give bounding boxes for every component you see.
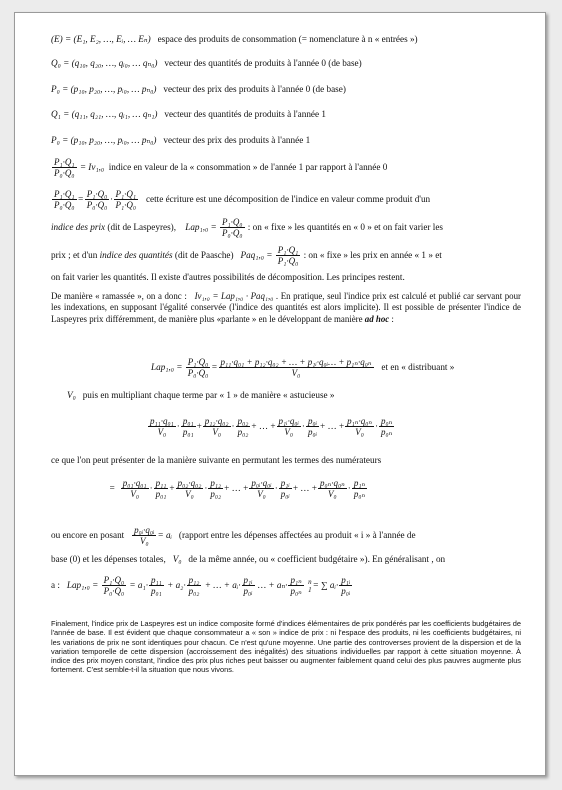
exp2-t2-den: V₀ — [185, 489, 194, 500]
perm-text: ce que l'on peut présenter de la manière suivante en permutant les termes des numérateurs — [51, 455, 382, 465]
def-q1 — [51, 108, 326, 120]
lap-dev-f1-num: P₁·Q₀ — [187, 357, 209, 368]
exp2-t3b-num: p₁ᵢ — [280, 478, 290, 489]
exp1-t1-num: p₁₁·q₀₁ — [150, 416, 174, 427]
lap-num: P₁·Q₀ — [221, 217, 243, 228]
exp2-t3b-den: p₀ᵢ — [280, 489, 290, 500]
decomposition-line: $\frac{\text{P₁·Q₁}}{\text{P₀·Q₀}}$ = $\frac{\text{P₁·Q₀}}{\text{P₀·Q₀}}$ · $\frac{\text{P₁·Q₁}}{\text{P₁·Q₀}}$ cette écriture est une décomposition de l'indice en valeur comme produit d'un — [54, 189, 431, 211]
lap-dev-f2 — [219, 357, 374, 378]
v0-symbol: V₀ — [67, 390, 76, 400]
p1-formula: P₀ = (p₁₀, p₂₀, …, pᵢ₀, … pₙ₀) — [51, 135, 157, 145]
final-a2: + a₂· — [167, 580, 186, 590]
final-fi-num: p₁ᵢ — [243, 575, 253, 586]
decomp-f1-num: P₁·Q₁ — [54, 189, 75, 200]
lap-dev-label: Lap₁,₀ = — [151, 362, 183, 372]
decomp-f3-den: P₁·Q₀ — [115, 200, 137, 211]
final-fs-den: p₀ᵢ — [341, 586, 351, 597]
para1-a: De manière « ramassée », on a donc : — [51, 291, 187, 301]
lap-fraction — [220, 217, 245, 238]
conclusion-paragraph: Finalement, l'indice prix de Laspeyres est un indice composite formé d'indices élémentaires de prix pondérés par les coefficients budgétaires de l'année de base. Il est évident que chaque consommateur a « son » indice de prix : ni l'espace des produits, ni les coefficients budgétaires, ni les variations de prix ne sont identiques pour chacun. Ce n'est qu'une moyenne. Une partie des controverses provient de la dispersion et de la variation temporelle de cette dispersion (accroissement des inégalités) des situations individuelles par rapport à cette situation moyenne. À indice des prix moyen constant, l'indice des prix plus riches peut baisser ou augmenter faiblement quand celui des plus pauvres augmente plus fortement. C'est semble-t-il la situation que nous vivons. — [51, 619, 521, 675]
exp2-t1b-den: p₀₁ — [155, 489, 167, 500]
final-fs-num: p₁ᵢ — [341, 575, 351, 586]
final-label: Lap₁,₀ = — [66, 580, 99, 590]
exp2-t4b-num: p₁ₙ — [353, 478, 366, 489]
value-index-den: P₀·Q₀ — [54, 168, 75, 179]
final-formula — [51, 570, 353, 600]
permutation-text — [51, 454, 381, 466]
posant-d: de la même année, ou « coefficient budgétaire »). En généralisant , on — [188, 554, 446, 564]
sum-bot: 1 — [308, 585, 312, 594]
decomp-f2 — [85, 189, 110, 210]
decomp-text7: on fait varier les quantités. Il existe d'autres possibilités de décomposition. Les principes restent. — [51, 272, 405, 282]
lap-label: Lap₁,₀ = — [185, 222, 217, 232]
exp1-t2-num: p₁₂·q₀₂ — [204, 416, 229, 427]
exp1-t4b-num: p₀ₙ — [381, 416, 393, 427]
exp2-t4-num: p₀ₙ·q₀ₙ — [319, 478, 345, 489]
lap-den: P₀·Q₀ — [221, 228, 243, 239]
q0-formula: Q₀ = (q₁₀, q₂₀, …, qᵢ₀, … qₙ₀) — [51, 58, 158, 68]
decomp-text5: (dit de Paasche) — [174, 250, 234, 260]
posant-b: (rapport entre les dépenses affectées au produit « i » à l'année de — [178, 530, 416, 540]
q1-desc: vecteur des quantités de produits à l'année 1 — [164, 109, 326, 119]
p1-desc: vecteur des prix des produits à l'année 1 — [163, 135, 311, 145]
final-fi-den: p₀ᵢ — [243, 586, 253, 597]
lap-dev-after: et en « distribuant » — [381, 362, 455, 372]
sum-limits — [308, 578, 312, 594]
exp1-t4b-den: p₀ₙ — [381, 427, 393, 438]
sum-top: n — [308, 577, 312, 586]
value-index-eq: = Iv₁,₀ — [79, 162, 105, 172]
summary-paragraph — [51, 291, 521, 325]
exp2-t2b-den: p₀₂ — [210, 489, 222, 500]
decomp-text4: prix ; et d'un — [51, 250, 98, 260]
exp1-t1-den: V₀ — [157, 427, 167, 438]
exp1-t4-num: p₁ₙ·q₀ₙ — [347, 416, 372, 427]
decomp-text2: (dit de Laspeyres), — [107, 222, 177, 232]
exp1-t3-den: V₀ — [284, 427, 294, 438]
lap-dev-f1 — [186, 357, 211, 378]
final-sum: = ∑ aᵢ· — [312, 580, 339, 590]
exp1-t3-num: p₁ᵢ·q₀ᵢ — [278, 416, 299, 427]
posant-v0: V₀ — [172, 554, 182, 564]
value-index-num: P₁·Q₁ — [54, 157, 75, 168]
decomp-text3: : on « fixe » les quantités en « 0 » et on fait varier les — [247, 222, 443, 232]
e-desc: espace des produits de consommation (= nomenclature à n « entrées ») — [157, 34, 418, 44]
e-formula: (E) = (E₁, E₂, …, Eᵢ, … Eₙ) — [51, 34, 151, 44]
paq-label: Paq₁,₀ = — [240, 250, 273, 260]
exp2-t1-den: V₀ — [130, 489, 139, 500]
quantity-index-term: indice des quantités — [99, 250, 173, 260]
posant-line-2 — [51, 553, 445, 565]
lap-dev-f2-den: V₀ — [291, 368, 301, 379]
final-fn-num: p₁ₙ — [290, 575, 302, 586]
paasche-line — [51, 244, 442, 266]
posant-c: base (0) et les dépenses totales, — [51, 554, 166, 564]
exp2-t2b-num: p₁₂ — [210, 478, 222, 489]
final-f-den: P₀·Q₀ — [103, 586, 125, 597]
final-ai: + … + aᵢ· — [204, 580, 241, 590]
posant-fraction — [132, 525, 156, 546]
final-f1-num: p₁₁ — [151, 575, 162, 586]
final-a: a : — [51, 580, 60, 590]
v0-text: puis en multipliant chaque terme par « 1 » de manière « astucieuse » — [82, 390, 335, 400]
exp1-t2b-num: p₀₂ — [237, 416, 249, 427]
final-f2-num: p₁₂ — [188, 575, 200, 586]
posant-line — [51, 523, 416, 547]
decomp-f1-den: P₀·Q₀ — [54, 200, 75, 211]
paq-fraction — [276, 245, 301, 266]
decomp-f1 — [52, 189, 77, 210]
decomp-text6: : on « fixe » les prix en année « 1 » et — [303, 250, 442, 260]
v0-line — [67, 389, 335, 401]
value-index-desc: indice en valeur de la « consommation » de l'année 1 par rapport à l'année 0 — [108, 162, 388, 172]
final-a1: = a₁· — [129, 580, 149, 590]
p0-desc: vecteur des prix des produits à l'année 0 (de base) — [163, 84, 346, 94]
final-f-num: P₁·Q₀ — [103, 575, 125, 586]
decomp-f2-den: P₀·Q₀ — [86, 200, 108, 211]
ad-hoc-term: ad hoc — [364, 313, 390, 324]
exp1-t2b-den: p₀₂ — [237, 427, 249, 438]
para1-colon: : — [389, 313, 394, 324]
decomp-conclusion-line — [51, 271, 405, 283]
exp2-t4b-den: p₀ₙ — [353, 489, 366, 500]
def-q0 — [51, 57, 362, 69]
lap-dev-f2-num: p₁₁·q₀₁ + p₁₂·q₀₂ + … + p₁ᵢ·q₀ᵢ… + p₁ₙ·q₀ₙ — [220, 357, 372, 368]
price-index-term: indice des prix — [51, 222, 106, 232]
document-page — [14, 12, 546, 776]
p0-formula: P₀ = (p₁₀, p₂₀, …, pᵢ₀, … pₙ₀) — [51, 84, 157, 94]
decomp-text1: cette écriture est une décomposition de l'indice en valeur comme produit d'un — [145, 194, 431, 204]
q0-desc: vecteur des quantités de produits à l'année 0 (de base) — [164, 58, 362, 68]
para1-b: . En pratique, seul l'indice prix est calculé et publié car servant pour les indexations, en supposant l'égalité conservée (l'indice des quantités est alors implicite). Il est possible de présenter l'indice de Laspeyres prix différemment, de manière plus «parlante » en le développant de manière — [51, 291, 522, 324]
exp2-t2-num: p₀₂·q₀₂ — [177, 478, 202, 489]
posant-den: V₀ — [139, 536, 149, 547]
final-f2-den: p₀₂ — [188, 586, 200, 597]
laspeyres-line — [51, 216, 443, 238]
def-p1 — [51, 134, 310, 146]
decomp-f3 — [114, 189, 139, 210]
exp2-t4-den: V₀ — [328, 489, 337, 500]
exp1-t1b-den: p₀₁ — [182, 427, 194, 438]
para1-formula: Iv₁,₀ = Lap₁,₀ · Paq₁,₀ — [194, 291, 274, 301]
final-f1-den: p₀₁ — [151, 586, 162, 597]
exp2-t3-den: V₀ — [257, 489, 266, 500]
value-index-line — [51, 156, 387, 178]
exp1-t2-den: V₀ — [212, 427, 221, 438]
exp2-t3-num: p₀ᵢ·q₀ᵢ — [251, 478, 272, 489]
exp1-t4-den: V₀ — [355, 427, 364, 438]
exp2-t1b-num: p₁₁ — [155, 478, 167, 489]
posant-num: p₀ᵢ·q₀ᵢ — [134, 525, 155, 536]
def-p0 — [51, 83, 346, 95]
expansion-2: = $\frac{\text{p₀₁·q₀₁}}{\text{V₀}}$ · $\frac{\text{p₁₁}}{\text{p₀₁}}$ + $\frac{\text{p₀₂·q₀₂}}{\text{V₀}}$ · $\frac{\text{p₁₂}}{\text{p₀₂}}$ + … + $\frac{\text{p₀ᵢ·q₀ᵢ}}{\text{V₀}}$ · $\frac{\text{p₁ᵢ}}{\text{p₀ᵢ}}$ + … + $\frac{\text{p₀ₙ·q₀ₙ}}{\text{V₀}}$ · $\frac{\text{p₁ₙ}}{\text{p₀ₙ}}$ — [109, 478, 366, 500]
lap-development: Lap₁,₀ = $\frac{\text{P₁·Q₀}}{\text{P₀·Q₀}}$ = $\frac{\text{p₁₁·q₀₁ + p₁₂·q₀₂ + … + p₁ᵢ·q₀ᵢ… + p₁ₙ·q₀ₙ}}{\text{V₀}}$ et en « distribuant » — [151, 357, 455, 379]
posant-a: ou encore en posant — [51, 530, 125, 540]
decomp-f3-num: P₁·Q₁ — [115, 189, 137, 200]
q1-formula: Q₁ = (q₁₁, q₂₁, …, qᵢ₁, … qₙ₁) — [51, 109, 158, 119]
exp1-t3b-den: p₀ᵢ — [307, 427, 318, 438]
paq-den: P₁·Q₀ — [277, 256, 299, 267]
decomp-f2-num: P₁·Q₀ — [86, 189, 108, 200]
posant-eq: = aᵢ — [157, 530, 173, 540]
expansion-1: $\frac{\text{p₁₁·q₀₁}}{\text{V₀}}$ · $\frac{\text{p₀₁}}{\text{p₀₁}}$ + $\frac{\text{p₁₂·q₀₂}}{\text{V₀}}$ · $\frac{\text{p₀₂}}{\text{p₀₂}}$ + … + $\frac{\text{p₁ᵢ·q₀ᵢ}}{\text{V₀}}$ · $\frac{\text{p₀ᵢ}}{\text{p₀ᵢ}}$ + … + $\frac{\text{p₁ₙ·q₀ₙ}}{\text{V₀}}$ · $\frac{\text{p₀ₙ}}{\text{p₀ₙ}}$ — [150, 416, 393, 438]
paq-num: P₁·Q₁ — [277, 245, 299, 256]
def-e — [51, 33, 418, 45]
final-fn-den: p₀ₙ — [290, 586, 302, 597]
exp2-t1-num: p₀₁·q₀₁ — [122, 478, 147, 489]
value-index-fraction — [52, 157, 77, 178]
final-an: … + aₙ· — [257, 580, 288, 590]
lap-dev-f1-den: P₀·Q₀ — [187, 368, 209, 379]
exp1-t1b-num: p₀₁ — [182, 416, 194, 427]
exp1-t3b-num: p₀ᵢ — [307, 416, 318, 427]
